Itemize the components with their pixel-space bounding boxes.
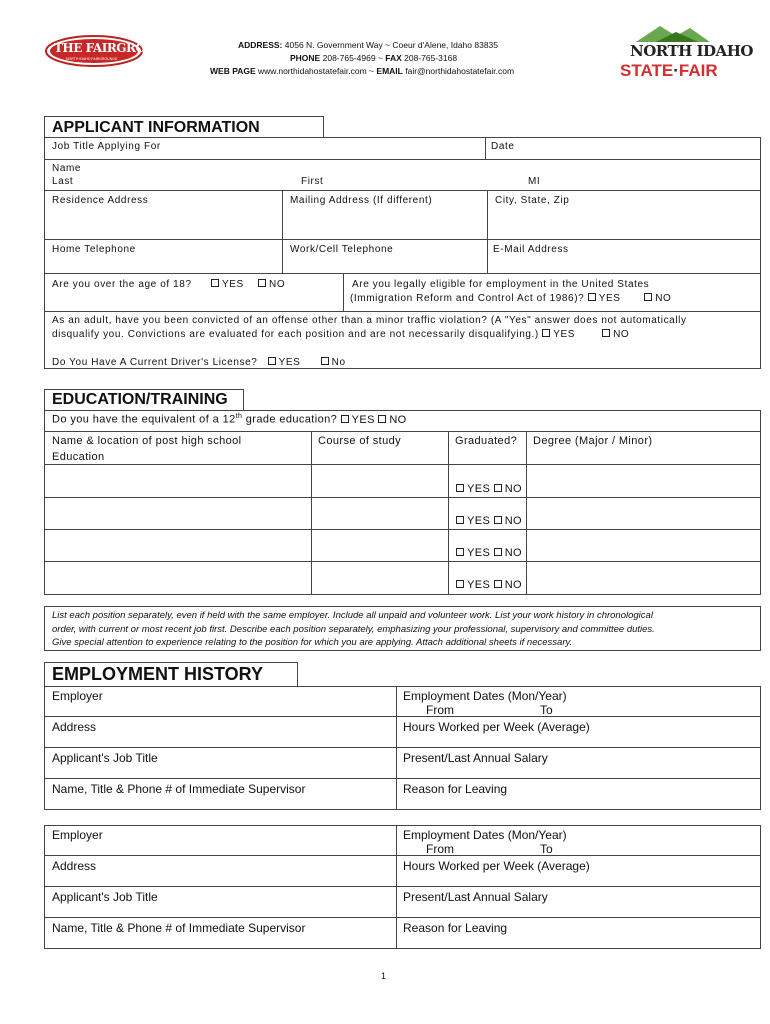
checkbox-icon[interactable] xyxy=(588,293,596,301)
hours-label: Hours Worked per Week (Average) xyxy=(403,720,590,734)
from-label: From xyxy=(426,703,454,717)
supervisor-label: Name, Title & Phone # of Immediate Supervisor xyxy=(52,921,306,935)
residence-address-label: Residence Address xyxy=(52,195,149,206)
eligible-no-option[interactable]: NO xyxy=(644,293,671,304)
conviction-no-option[interactable]: NO xyxy=(602,329,629,340)
school-name-header-line2: Education xyxy=(52,451,105,463)
conviction-question-line1: As an adult, have you been convicted of an offense other than a minor traffic violation? (A "Yes" answer does not automatically xyxy=(52,315,687,326)
hours-label: Hours Worked per Week (Average) xyxy=(403,859,590,873)
fairgrounds-logo-text: THE FAIRGROUNDS xyxy=(54,41,184,55)
date-label: Date xyxy=(491,141,515,152)
age-no-option[interactable]: NO xyxy=(258,279,285,290)
to-label: To xyxy=(540,842,553,856)
checkbox-icon[interactable] xyxy=(494,580,502,588)
to-label: To xyxy=(540,703,553,717)
last-name-label: Last xyxy=(52,176,74,187)
checkbox-icon[interactable] xyxy=(494,548,502,556)
mountain-icon xyxy=(618,22,728,44)
checkbox-icon[interactable] xyxy=(258,279,266,287)
checkbox-icon[interactable] xyxy=(341,415,349,423)
fairgrounds-logo-subtext: NORTH IDAHO FAIRGROUNDS xyxy=(66,57,118,61)
age-question: Are you over the age of 18? xyxy=(52,279,192,290)
logo-north-idaho: NORTH IDAHO xyxy=(630,42,753,60)
north-idaho-state-fair-logo xyxy=(618,22,753,82)
course-of-study-header: Course of study xyxy=(318,435,402,447)
checkbox-icon[interactable] xyxy=(268,357,276,365)
instructions-line2: order, with current or most recent job first. Describe each position separately, emphasizing your professional, supervisory and committee duties. xyxy=(52,624,655,635)
license-no-option[interactable]: No xyxy=(321,357,346,368)
job-title-label: Applicant's Job Title xyxy=(52,890,158,904)
graduated-option-row-4[interactable]: YES NO xyxy=(456,579,522,591)
address-label: Address xyxy=(52,720,97,734)
email-address-label: E-Mail Address xyxy=(493,244,569,255)
checkbox-icon[interactable] xyxy=(602,329,610,337)
eligible-yes-option[interactable]: YES xyxy=(588,293,621,304)
reason-leaving-label: Reason for Leaving xyxy=(403,921,508,935)
checkbox-icon[interactable] xyxy=(494,484,502,492)
page-number: 1 xyxy=(381,971,387,981)
salary-label: Present/Last Annual Salary xyxy=(403,751,548,765)
grade-no-option[interactable]: NO xyxy=(378,414,406,426)
salary-label: Present/Last Annual Salary xyxy=(403,890,548,904)
mailing-address-label: Mailing Address (If different) xyxy=(290,195,433,206)
employment-dates-label: Employment Dates (Mon/Year) xyxy=(403,689,567,703)
checkbox-icon[interactable] xyxy=(378,415,386,423)
graduated-option-row-3[interactable]: YES NO xyxy=(456,547,522,559)
employer-label: Employer xyxy=(52,828,103,842)
grade-yes-option[interactable]: YES xyxy=(341,414,375,426)
graduated-option-row-1[interactable]: YES NO xyxy=(456,483,522,495)
logo-state-fair: STATE·FAIR xyxy=(620,61,718,80)
name-label: Name xyxy=(52,163,82,174)
school-name-header-line1: Name & location of post high school xyxy=(52,435,242,447)
education-section-title: EDUCATION/TRAINING xyxy=(52,391,228,408)
checkbox-icon[interactable] xyxy=(494,516,502,524)
eligible-question-line1: Are you legally eligible for employment in the United States xyxy=(352,279,650,290)
phone-line: PHONE 208-765-4969 ~ FAX 208-765-3168 xyxy=(290,53,458,63)
instructions-line3: Give special attention to experience relating to the position for which you are applying. Attach additional sheets if necessary. xyxy=(52,637,573,648)
license-question: Do You Have A Current Driver's License? YES No xyxy=(52,357,346,368)
address-label: Address xyxy=(52,859,97,873)
checkbox-icon[interactable] xyxy=(644,293,652,301)
checkbox-icon[interactable] xyxy=(456,484,464,492)
first-name-label: First xyxy=(301,176,324,187)
grade-education-question: Do you have the equivalent of a 12th grade education? YES NO xyxy=(52,413,407,426)
mi-label: MI xyxy=(528,176,541,187)
city-state-zip-label: City, State, Zip xyxy=(495,195,570,206)
checkbox-icon[interactable] xyxy=(211,279,219,287)
checkbox-icon[interactable] xyxy=(456,580,464,588)
address-line: ADDRESS: 4056 N. Government Way ~ Coeur d'Alene, Idaho 83835 xyxy=(238,40,499,50)
checkbox-icon[interactable] xyxy=(456,548,464,556)
fairgrounds-logo xyxy=(44,33,184,69)
license-yes-option[interactable]: YES xyxy=(268,357,301,368)
conviction-yes-option[interactable]: YES xyxy=(542,329,575,340)
degree-header: Degree (Major / Minor) xyxy=(533,435,653,447)
job-title-label: Applicant's Job Title xyxy=(52,751,158,765)
graduated-header: Graduated? xyxy=(455,435,518,447)
home-telephone-label: Home Telephone xyxy=(52,244,136,255)
conviction-question-line2: disqualify you. Convictions are evaluated for each position and are not necessarily disqualifying.) YES NO xyxy=(52,329,630,340)
checkbox-icon[interactable] xyxy=(456,516,464,524)
employer-label: Employer xyxy=(52,689,103,703)
eligible-question-line2: (Immigration Reform and Control Act of 1986)? YES NO xyxy=(350,293,672,304)
employment-section-title: EMPLOYMENT HISTORY xyxy=(52,664,264,684)
web-line: WEB PAGE www.northidahostatefair.com ~ EMAIL fair@northidahostatefair.com xyxy=(210,66,515,76)
checkbox-icon[interactable] xyxy=(542,329,550,337)
from-label: From xyxy=(426,842,454,856)
age-yes-option[interactable]: YES xyxy=(211,279,244,290)
reason-leaving-label: Reason for Leaving xyxy=(403,782,508,796)
cell-telephone-label: Work/Cell Telephone xyxy=(290,244,394,255)
employment-dates-label: Employment Dates (Mon/Year) xyxy=(403,828,567,842)
job-title-applying-label: Job Title Applying For xyxy=(52,141,161,152)
supervisor-label: Name, Title & Phone # of Immediate Supervisor xyxy=(52,782,306,796)
instructions-line1: List each position separately, even if held with the same employer. Include all unpaid and volunteer work. List your work history in chronological xyxy=(52,610,653,621)
checkbox-icon[interactable] xyxy=(321,357,329,365)
applicant-section-title: APPLICANT INFORMATION xyxy=(52,119,260,136)
graduated-option-row-2[interactable]: YES NO xyxy=(456,515,522,527)
